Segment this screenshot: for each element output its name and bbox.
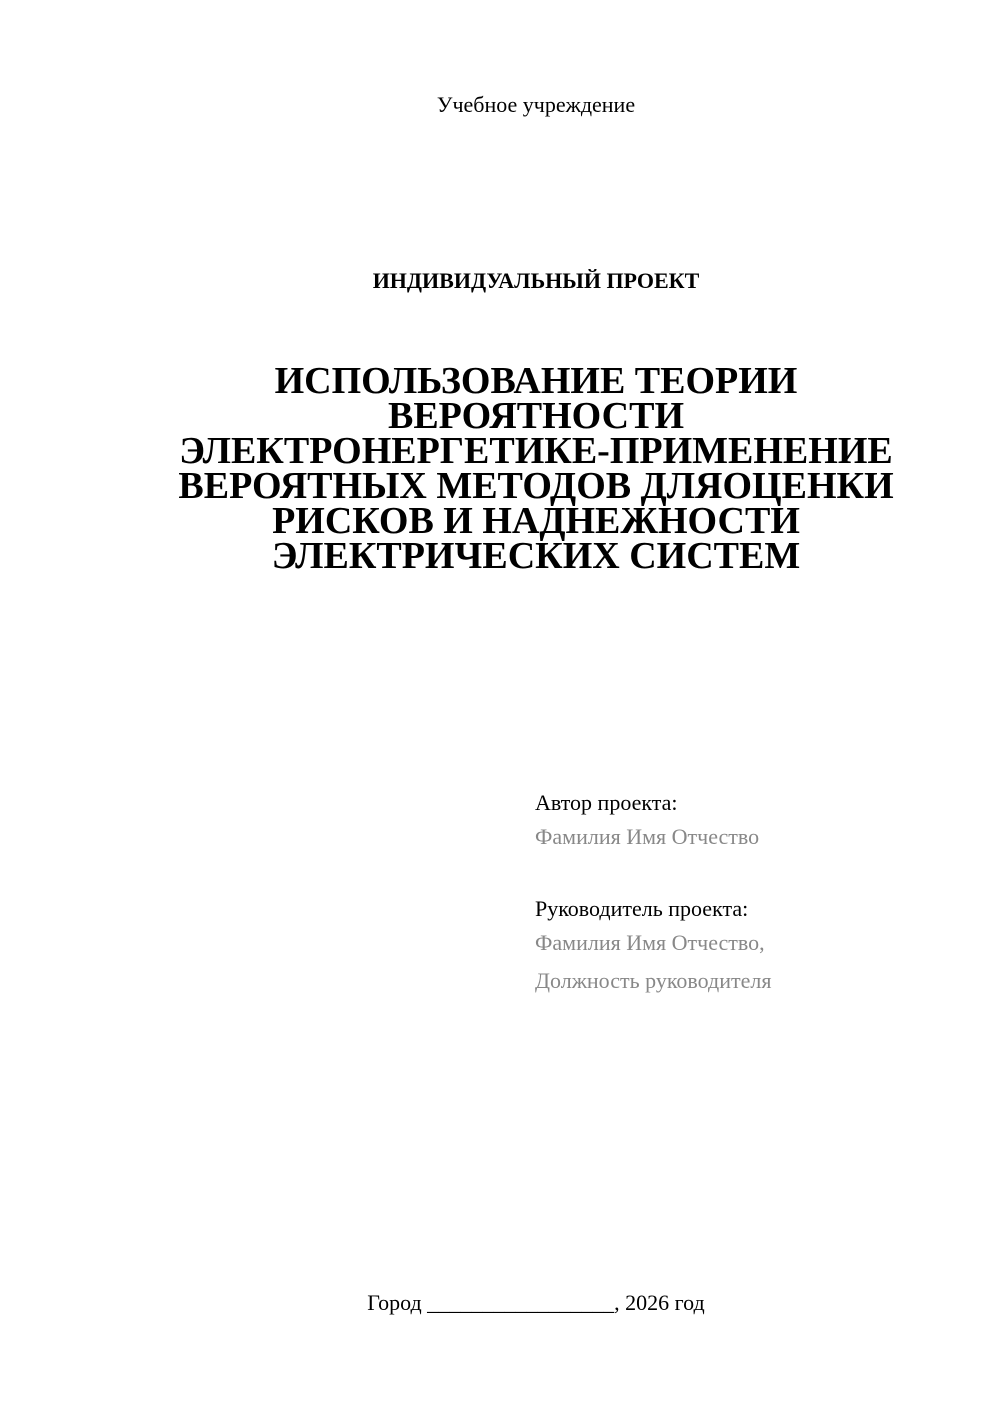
project-title-line: ВЕРОЯТНЫХ МЕТОДОВ ДЛЯОЦЕНКИ: [178, 465, 894, 507]
project-title: [100, 360, 972, 577]
author-name: Фамилия Имя Отчество: [535, 824, 760, 849]
author-label: Автор проекта:: [535, 790, 678, 815]
supervisor-block: [535, 894, 955, 1000]
project-title-line: ЭЛЕКТРОНЕРГЕТИКЕ-ПРИМЕНЕНИЕ: [179, 430, 893, 472]
city-year-line: Город _________________, 2026 год: [367, 1290, 705, 1315]
project-title-line: ВЕРОЯТНОСТИ: [387, 395, 685, 437]
project-title-line: ИСПОЛЬЗОВАНИЕ ТЕОРИИ: [274, 360, 798, 402]
project-title-line: РИСКОВ И НАДНЕЖНОСТИ: [272, 500, 800, 542]
institution-name: Учебное учреждение: [436, 92, 636, 117]
supervisor-position: Должность руководителя: [535, 968, 772, 993]
project-title-line: ЭЛЕКТРИЧЕСКИХ СИСТЕМ: [271, 535, 801, 577]
supervisor-name: Фамилия Имя Отчество,: [535, 930, 765, 955]
supervisor-label: Руководитель проекта:: [535, 896, 749, 921]
author-block: [535, 788, 955, 856]
project-type-heading: ИНДИВИДУАЛЬНЫЙ ПРОЕКТ: [372, 268, 700, 293]
